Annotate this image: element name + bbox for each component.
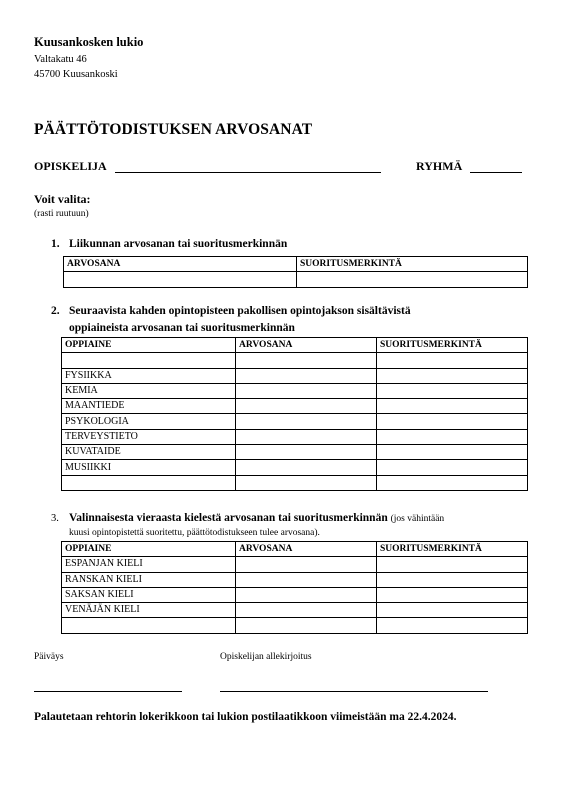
subject-cell: VENÄJÄN KIELI xyxy=(62,603,236,618)
column-header: OPPIAINE xyxy=(62,542,236,557)
completion-checkbox-cell[interactable] xyxy=(377,383,528,398)
group-label: RYHMÄ xyxy=(416,159,463,173)
school-name: Kuusankosken lukio xyxy=(34,35,144,49)
table-row xyxy=(62,353,528,368)
table-row xyxy=(64,272,528,287)
grade-checkbox-cell[interactable] xyxy=(236,475,377,490)
grade-checkbox-cell[interactable] xyxy=(236,429,377,444)
return-instructions: Palautetaan rehtorin lokerikkoon tai lukion postilaatikkoon viimeistään ma 22.4.2024. xyxy=(34,711,457,723)
student-name-field[interactable] xyxy=(115,172,381,173)
grade-checkbox-cell[interactable] xyxy=(236,414,377,429)
completion-checkbox-cell[interactable] xyxy=(377,603,528,618)
grade-checkbox-cell[interactable] xyxy=(236,368,377,383)
table-row xyxy=(62,557,528,572)
table-row xyxy=(62,603,528,618)
table-row xyxy=(62,445,528,460)
grade-checkbox-cell[interactable] xyxy=(236,383,377,398)
grade-checkbox-cell[interactable] xyxy=(236,587,377,602)
column-header: SUORITUSMERKINTÄ xyxy=(297,257,528,272)
completion-checkbox-cell[interactable] xyxy=(377,587,528,602)
table-row xyxy=(62,475,528,490)
completion-checkbox-cell[interactable] xyxy=(377,460,528,475)
section2-table xyxy=(61,337,528,491)
completion-checkbox-cell[interactable] xyxy=(377,368,528,383)
subject-cell: TERVEYSTIETO xyxy=(62,429,236,444)
school-street: Valtakatu 46 xyxy=(34,54,87,65)
choose-label: Voit valita: xyxy=(34,192,91,206)
section2-title-line2: oppiaineista arvosanan tai suoritusmerkinnän xyxy=(69,322,295,334)
table-row xyxy=(62,383,528,398)
grade-checkbox-cell[interactable] xyxy=(236,353,377,368)
grade-checkbox-cell[interactable] xyxy=(236,603,377,618)
grade-checkbox-cell[interactable] xyxy=(236,445,377,460)
subject-cell: PSYKOLOGIA xyxy=(62,414,236,429)
subject-cell: KEMIA xyxy=(62,383,236,398)
date-field[interactable] xyxy=(34,691,182,692)
table-row xyxy=(62,460,528,475)
completion-checkbox-cell[interactable] xyxy=(377,429,528,444)
table-row xyxy=(62,368,528,383)
grade-checkbox-cell[interactable] xyxy=(236,572,377,587)
section2-title-line1: Seuraavista kahden opintopisteen pakollisen opintojakson sisältävistä xyxy=(69,305,411,317)
subject-cell: KUVATAIDE xyxy=(62,445,236,460)
completion-checkbox-cell[interactable] xyxy=(377,618,528,633)
column-header: SUORITUSMERKINTÄ xyxy=(377,542,528,557)
grade-checkbox-cell[interactable] xyxy=(236,618,377,633)
table-header-row xyxy=(62,542,528,557)
table-row xyxy=(62,399,528,414)
column-header: ARVOSANA xyxy=(64,257,297,272)
grade-checkbox-cell[interactable] xyxy=(236,399,377,414)
table-row xyxy=(62,414,528,429)
table-row xyxy=(62,572,528,587)
subject-cell xyxy=(62,353,236,368)
grade-checkbox-cell[interactable] xyxy=(64,272,297,287)
subject-cell: MAANTIEDE xyxy=(62,399,236,414)
grade-checkbox-cell[interactable] xyxy=(236,557,377,572)
section3-title-line xyxy=(69,510,444,528)
subject-cell: ESPANJAN KIELI xyxy=(62,557,236,572)
section1-title: Liikunnan arvosanan tai suoritusmerkinnän xyxy=(69,238,288,250)
section1-table xyxy=(63,256,528,288)
subject-cell: MUSIIKKI xyxy=(62,460,236,475)
section3-table xyxy=(61,541,528,634)
table-header-row xyxy=(64,257,528,272)
subject-cell: SAKSAN KIELI xyxy=(62,587,236,602)
signature-label: Opiskelijan allekirjoitus xyxy=(220,652,312,662)
section3-note-a: (jos vähintään xyxy=(390,514,445,524)
signature-field[interactable] xyxy=(220,691,488,692)
completion-checkbox-cell[interactable] xyxy=(377,557,528,572)
column-header: SUORITUSMERKINTÄ xyxy=(377,338,528,353)
section3-number: 3. xyxy=(51,513,59,524)
section3-note-b: kuusi opintopistettä suoritettu, päättötodistukseen tulee arvosana). xyxy=(69,528,320,538)
table-row xyxy=(62,618,528,633)
completion-checkbox-cell[interactable] xyxy=(377,399,528,414)
table-row xyxy=(62,429,528,444)
section1-number: 1. xyxy=(51,238,60,250)
completion-checkbox-cell[interactable] xyxy=(377,414,528,429)
completion-checkbox-cell[interactable] xyxy=(377,353,528,368)
student-label: OPISKELIJA xyxy=(34,159,107,173)
document-title: PÄÄTTÖTODISTUKSEN ARVOSANAT xyxy=(34,121,313,138)
school-postal: 45700 Kuusankoski xyxy=(34,69,118,80)
subject-cell: RANSKAN KIELI xyxy=(62,572,236,587)
table-header-row xyxy=(62,338,528,353)
completion-checkbox-cell[interactable] xyxy=(377,445,528,460)
completion-checkbox-cell[interactable] xyxy=(297,272,528,287)
completion-checkbox-cell[interactable] xyxy=(377,572,528,587)
section2-number: 2. xyxy=(51,305,60,317)
column-header: ARVOSANA xyxy=(236,338,377,353)
subject-cell: FYSIIKKA xyxy=(62,368,236,383)
column-header: ARVOSANA xyxy=(236,542,377,557)
grade-checkbox-cell[interactable] xyxy=(236,460,377,475)
completion-checkbox-cell[interactable] xyxy=(377,475,528,490)
column-header: OPPIAINE xyxy=(62,338,236,353)
subject-cell xyxy=(62,618,236,633)
table-row xyxy=(62,587,528,602)
choose-hint: (rasti ruutuun) xyxy=(34,209,89,219)
group-field[interactable] xyxy=(470,172,522,173)
section3-title: Valinnaisesta vieraasta kielestä arvosanan tai suoritusmerkinnän xyxy=(69,512,388,524)
subject-cell xyxy=(62,475,236,490)
date-label: Päiväys xyxy=(34,652,64,662)
